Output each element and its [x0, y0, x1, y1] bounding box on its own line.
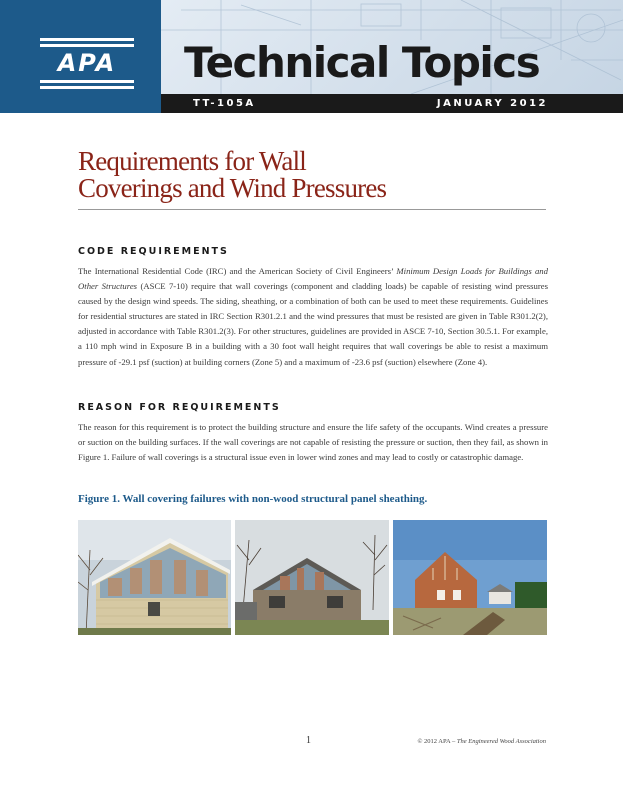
article-title	[78, 148, 548, 202]
figure-photo-3	[393, 520, 547, 635]
section-heading-reason-for-requirements: REASON FOR REQUIREMENTS	[78, 402, 281, 413]
logo-stripe	[40, 86, 134, 89]
figure-photo-2	[235, 520, 389, 635]
copyright-text: © 2012 APA –	[417, 738, 457, 745]
figure-photo-1	[78, 520, 231, 635]
article-title-line-1: Requirements for Wall	[78, 146, 306, 176]
house-photo-icon	[235, 520, 389, 635]
house-photo-icon	[78, 520, 231, 635]
figure-caption: Figure 1. Wall covering failures with non-wood structural panel sheathing.	[78, 493, 428, 505]
logo-stripe	[40, 80, 134, 83]
publication-title: Technical Topics	[184, 38, 540, 87]
apa-logo	[0, 0, 161, 113]
section-heading-code-requirements: CODE REQUIREMENTS	[78, 246, 229, 257]
title-divider	[78, 209, 546, 210]
copyright-notice	[417, 737, 546, 746]
paragraph-reason-for-requirements: The reason for this requirement is to protect the building structure and ensure the life safety of the occupants. Wind creates a pressure or suction on the building surfaces. If the wall coverings are not capable of resisting the pressure or suction, then they fail, as shown in Figure 1. Failure of wall coverings is a structural issue even in lower wind zones and may lead to costly or catastrophic damage.	[78, 422, 548, 463]
page-header	[0, 0, 623, 113]
house-photo-icon	[393, 520, 547, 635]
document-code: TT-105A	[193, 98, 256, 109]
document-date: JANUARY 2012	[436, 98, 548, 109]
article-title-line-2: Coverings and Wind Pressures	[78, 173, 387, 203]
paragraph-code-requirements	[78, 264, 548, 370]
copyright-organization: The Engineered Wood Association	[456, 738, 546, 745]
logo-text: APA	[57, 49, 117, 77]
logo-stripe	[40, 38, 134, 41]
logo-stripe	[40, 44, 134, 47]
paragraph-text: (ASCE 7-10) require that wall coverings (component and cladding loads) be capable of resisting wind pressures caused by the design wind speeds. The siding, sheathing, or a combination of both can be used to meet these requirements. Guidelines for residential structures are stated in IRC Section R301.2.1 and the wind pressures that must be resisted are given in Table R301.2(2), adjusted in accordance with Table R301.2(3). For other structures, guidelines are provided in ASCE 7-10, Section 30.5.1. For example, a 110 mph wind in Exposure B in a building with a 30 foot wall height requires that wall coverings be able to resist a maximum pressure of -29.1 psf (suction) at building corners (Zone 5) and a maximum of -23.6 psf (suction) elsewhere (Zone 4).	[78, 281, 548, 367]
page-number: 1	[306, 735, 311, 746]
paragraph-text: The International Residential Code (IRC) and the American Society of Civil Engineers’	[78, 266, 397, 276]
paragraph-italic-text: Minimum Design Loads for Buildings and Other Structures	[78, 266, 548, 292]
